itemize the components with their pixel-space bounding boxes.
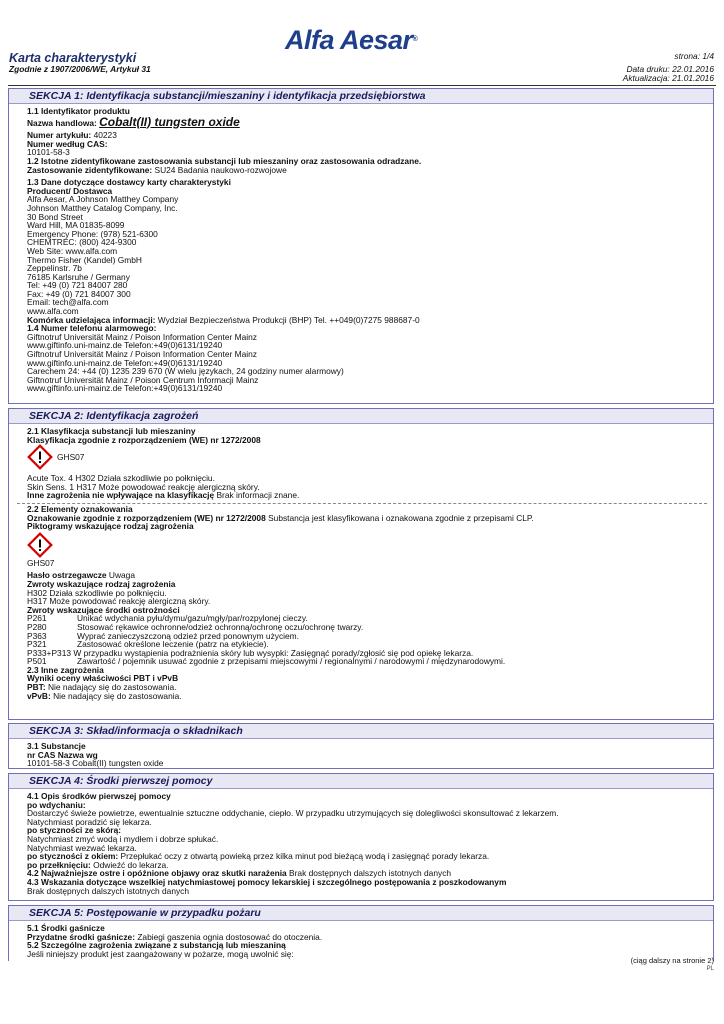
precautionary-row: P501 Zawartość / pojemnik usuwać zgodnie z przepisami miejscowymi / regionalnymi / narodowymi / międzynarodowymi. xyxy=(27,656,506,667)
medical-attention-value: Brak dostępnych dalszych istotnych danych xyxy=(27,885,190,896)
producer-line: Emergency Phone: (978) 521-6300 xyxy=(27,228,158,239)
heading-2-2: 2.2 Elementy oznakowania xyxy=(27,503,133,514)
producer-line: Zeppelinstr. 7b xyxy=(27,263,82,274)
skin-contact-line: Natychmiast wezwać lekarza. xyxy=(27,842,137,853)
producer-line: CHEMTREC: (800) 424-9300 xyxy=(27,237,137,248)
heading-1-2: 1.2 Istotne zidentyfikowane zastosowania substancji lub mieszaniny oraz zastosowania odradzane. xyxy=(27,155,422,166)
vpvb-row: vPvB: Nie nadający się do zastosowania. xyxy=(27,690,182,701)
section-4-title: SEKCJA 4: Środki pierwszej pomocy xyxy=(9,774,713,789)
update-date: Aktualizacja: 21.01.2016 xyxy=(622,73,714,83)
producer-line: Email: tech@alfa.com xyxy=(27,297,109,308)
precautionary-row: P280 Stosować rękawice ochronne/odzież ochronną/ochronę oczu/ochronę twarzy. xyxy=(27,621,364,632)
trade-name-row: Nazwa handlowa: Cobalt(II) tungsten oxide xyxy=(27,114,240,129)
classification-law: Klasyfikacja zgodnie z rozporządzeniem (WE) nr 1272/2008 xyxy=(27,434,261,445)
print-date: Data druku: 22.01.2016 xyxy=(626,64,714,74)
pbt-row: PBT: Nie nadający się do zastosowania. xyxy=(27,682,177,693)
heading-1-1: 1.1 Identyfikator produktu xyxy=(27,106,130,116)
heading-4-3: 4.3 Wskazania dotyczące wszelkiej natychmiastowej pomocy lekarskiej i szczególnego postępowania z poszkodowanym xyxy=(27,876,507,887)
header-meta xyxy=(623,52,714,83)
emergency-line: www.giftinfo.uni-mainz.de Telefon:+49(0)6131/19240 xyxy=(27,383,223,394)
precautionary-row: P333+P313 W przypadku wystąpienia podrażnienia skóry lub wysypki: Zasięgnąć porady/zgłosić się pod opiekę lekarza. xyxy=(27,647,474,658)
producer-address xyxy=(27,195,713,315)
emergency-line: www.giftinfo.uni-mainz.de Telefon:+49(0)6131/19240 xyxy=(27,340,223,351)
inhalation-line: Natychmiast poradzić się lekarza. xyxy=(27,816,152,827)
precautionary-row: P363 Wyprać zanieczyszczoną odzież przed ponownym użyciem. xyxy=(27,630,299,641)
swallowing-row: po przełknięciu: Odwieźć do lekarza. xyxy=(27,859,169,870)
producer-line: Johnson Matthey Catalog Company, Inc. xyxy=(27,202,178,213)
page-header xyxy=(0,0,724,88)
heading-3-1: 3.1 Substancje xyxy=(27,741,86,751)
heading-5-2: 5.2 Szczególne zagrożenia związane z substancją lub mieszaniną xyxy=(27,940,286,951)
skin-contact-label: po styczności ze skórą: xyxy=(27,825,122,836)
producer-line: Thermo Fisher (Kandel) GmbH xyxy=(27,254,142,265)
page-footer xyxy=(631,957,714,973)
emergency-line: Giftnotruf Universität Mainz / Poison Information Center Mainz xyxy=(27,331,257,342)
emergency-line: Carechem 24: +44 (0) 1235 239 670 (W wielu językach, 24 godziny numer alarmowy) xyxy=(27,366,344,377)
ghs07-pictogram-2 xyxy=(27,531,713,559)
alfa-aesar-logo: Alfa Aesar® xyxy=(285,25,418,55)
extinguishing-row: Przydatne środki gaśnicze: Zabiegi gaszenia ognia dostosować do otoczenia. xyxy=(27,931,323,942)
emergency-line: Giftnotruf Universität Mainz / Poison Centrum Informacji Mainz xyxy=(27,374,259,385)
signal-word-row: Hasło ostrzegawcze Uwaga xyxy=(27,570,135,581)
hazard-statement: H317 Może powodować reakcję alergiczną skóry. xyxy=(27,596,211,607)
page-number: strona: 1/4 xyxy=(674,51,714,61)
producer-line: Ward Hill, MA 01835-8099 xyxy=(27,220,125,231)
emergency-numbers xyxy=(27,333,713,393)
section-4 xyxy=(8,773,714,901)
section-5 xyxy=(8,905,714,961)
section-3 xyxy=(8,723,714,769)
heading-1-4: 1.4 Numer telefonu alarmowego: xyxy=(27,323,157,334)
precautionary-row: P261 Unikać wdychania pyłu/dymu/gazu/mgły/par/rozpylonej cieczy. xyxy=(27,613,308,624)
cas-value: 10101-58-3 xyxy=(27,147,70,158)
section-3-title: SEKCJA 3: Skład/informacja o składnikach xyxy=(9,724,713,739)
exclamation-pictogram-icon xyxy=(27,532,53,558)
section-2-title: SEKCJA 2: Identyfikacja zagrożeń xyxy=(9,409,713,424)
substance-row: 10101-58-3 Cobalt(II) tungsten oxide xyxy=(27,758,164,769)
symptoms-row: 4.2 Najważniejsze ostre i opóźnione objawy oraz skutki narażenia Brak dostępnych dalszych istotnych danych xyxy=(27,868,452,879)
producer-line: Web Site: www.alfa.com xyxy=(27,245,118,256)
ghs07-pictogram-row xyxy=(27,444,713,470)
heading-2-3: 2.3 Inne zagrożenia xyxy=(27,664,104,675)
continued-note: (ciąg dalszy na stronie 2) xyxy=(630,956,714,965)
precautionary-row: P321 Zastosować określone leczenie (patrz na etykiecie). xyxy=(27,639,269,650)
ghs07-label-2: GHS07 xyxy=(27,557,55,568)
heading-5-1: 5.1 Środki gaśnicze xyxy=(27,923,105,933)
emergency-line: www.giftinfo.uni-mainz.de Telefon:+49(0)6131/19240 xyxy=(27,357,223,368)
other-hazards-row: Inne zagrożenia nie wpływające na klasyfikację Brak informacji znane. xyxy=(27,490,300,501)
heading-1-3: 1.3 Dane dotyczące dostawcy karty charakterystyki xyxy=(27,177,231,188)
hazard-statements-label: Zwroty wskazujące rodzaj zagrożenia xyxy=(27,578,176,589)
hazard-statement: H302 Działa szkodliwie po połknięciu. xyxy=(27,587,167,598)
producer-line: 76185 Karlsruhe / Germany xyxy=(27,271,130,282)
section-1 xyxy=(8,88,714,404)
heading-2-1: 2.1 Klasyfikacja substancji lub mieszaniny xyxy=(27,426,196,436)
section-1-title: SEKCJA 1: Identyfikacja substancji/mieszaniny i identyfikacja przedsiębiorstwa xyxy=(9,89,713,104)
header-divider xyxy=(8,85,716,86)
labelling-law-row: Oznakowanie zgodnie z rozporządzeniem (WE) nr 1272/2008 Substancja jest klasyfikowana i oznakowana zgodnie z przepisami CLP. xyxy=(27,512,534,523)
inhalation-line: Dostarczyć świeże powietrze, ewentualnie sztuczne oddychanie, ciepło. W przypadku utrzymujących się dolegliwości skonsultować z lekarzem. xyxy=(27,808,559,819)
eye-contact-row: po styczności z okiem: Przepłukać oczy z otwartą powieką przez kilka minut pod bieżącą wodą i zasięgnąć porady lekarza. xyxy=(27,851,490,862)
producer-line: www.alfa.com xyxy=(27,306,79,317)
article-number-row: Numer artykułu: 40223 xyxy=(27,130,117,141)
identified-use-row: Zastosowanie zidentyfikowane: SU24 Badania naukowo-rozwojowe xyxy=(27,164,287,175)
language-code: PL xyxy=(706,966,714,972)
ghs07-label: GHS07 xyxy=(57,451,85,462)
info-contact-row: Komórka udzielająca informacji: Wydział Bezpieczeństwa Produkcji (BHP) Tel. ++049(0)7275 988687-0 xyxy=(27,314,420,325)
trade-name-value: Cobalt(II) tungsten oxide xyxy=(99,114,240,129)
producer-line: 30 Bond Street xyxy=(27,211,83,222)
heading-4-1: 4.1 Opis środków pierwszej pomocy xyxy=(27,791,171,801)
producer-line: Fax: +49 (0) 721 84007 300 xyxy=(27,288,131,299)
pbt-heading: Wyniki oceny właściwości PBT i vPvB xyxy=(27,673,179,684)
substance-table-header: nr CAS Nazwa wg xyxy=(27,749,98,760)
exclamation-pictogram-icon xyxy=(27,444,53,470)
producer-line: Tel: +49 (0) 721 84007 280 xyxy=(27,280,128,291)
classification-line: Acute Tox. 4 H302 Działa szkodliwie po połknięciu. xyxy=(27,473,215,484)
precautionary-label: Zwroty wskazujące środki ostrożności xyxy=(27,604,180,615)
emergency-line: Giftnotruf Universität Mainz / Poison Information Center Mainz xyxy=(27,349,257,360)
section-5-title: SEKCJA 5: Postępowanie w przypadku pożaru xyxy=(9,906,713,921)
classification-line: Skin Sens. 1 H317 Może powodować reakcję alergiczną skóry. xyxy=(27,481,260,492)
inhalation-label: po wdychaniu: xyxy=(27,799,86,810)
document-subtitle: Zgodnie z 1907/2006/WE, Artykuł 31 xyxy=(9,64,151,74)
producer-line: Alfa Aesar, A Johnson Matthey Company xyxy=(27,194,179,205)
pictograms-label: Piktogramy wskazujące rodzaj zagrożenia xyxy=(27,521,194,532)
special-hazards-value: Jeśli niniejszy produkt jest zaangażowany w pożarze, mogą uwolnić się: xyxy=(27,948,294,959)
skin-contact-line: Natychmiast zmyć wodą i mydłem i dobrze spłukać. xyxy=(27,833,219,844)
section-2 xyxy=(8,408,714,720)
document-title: Karta charakterystyki xyxy=(9,51,137,65)
cas-label: Numer według CAS: xyxy=(27,138,108,149)
producer-label: Producent/ Dostawca xyxy=(27,185,113,196)
